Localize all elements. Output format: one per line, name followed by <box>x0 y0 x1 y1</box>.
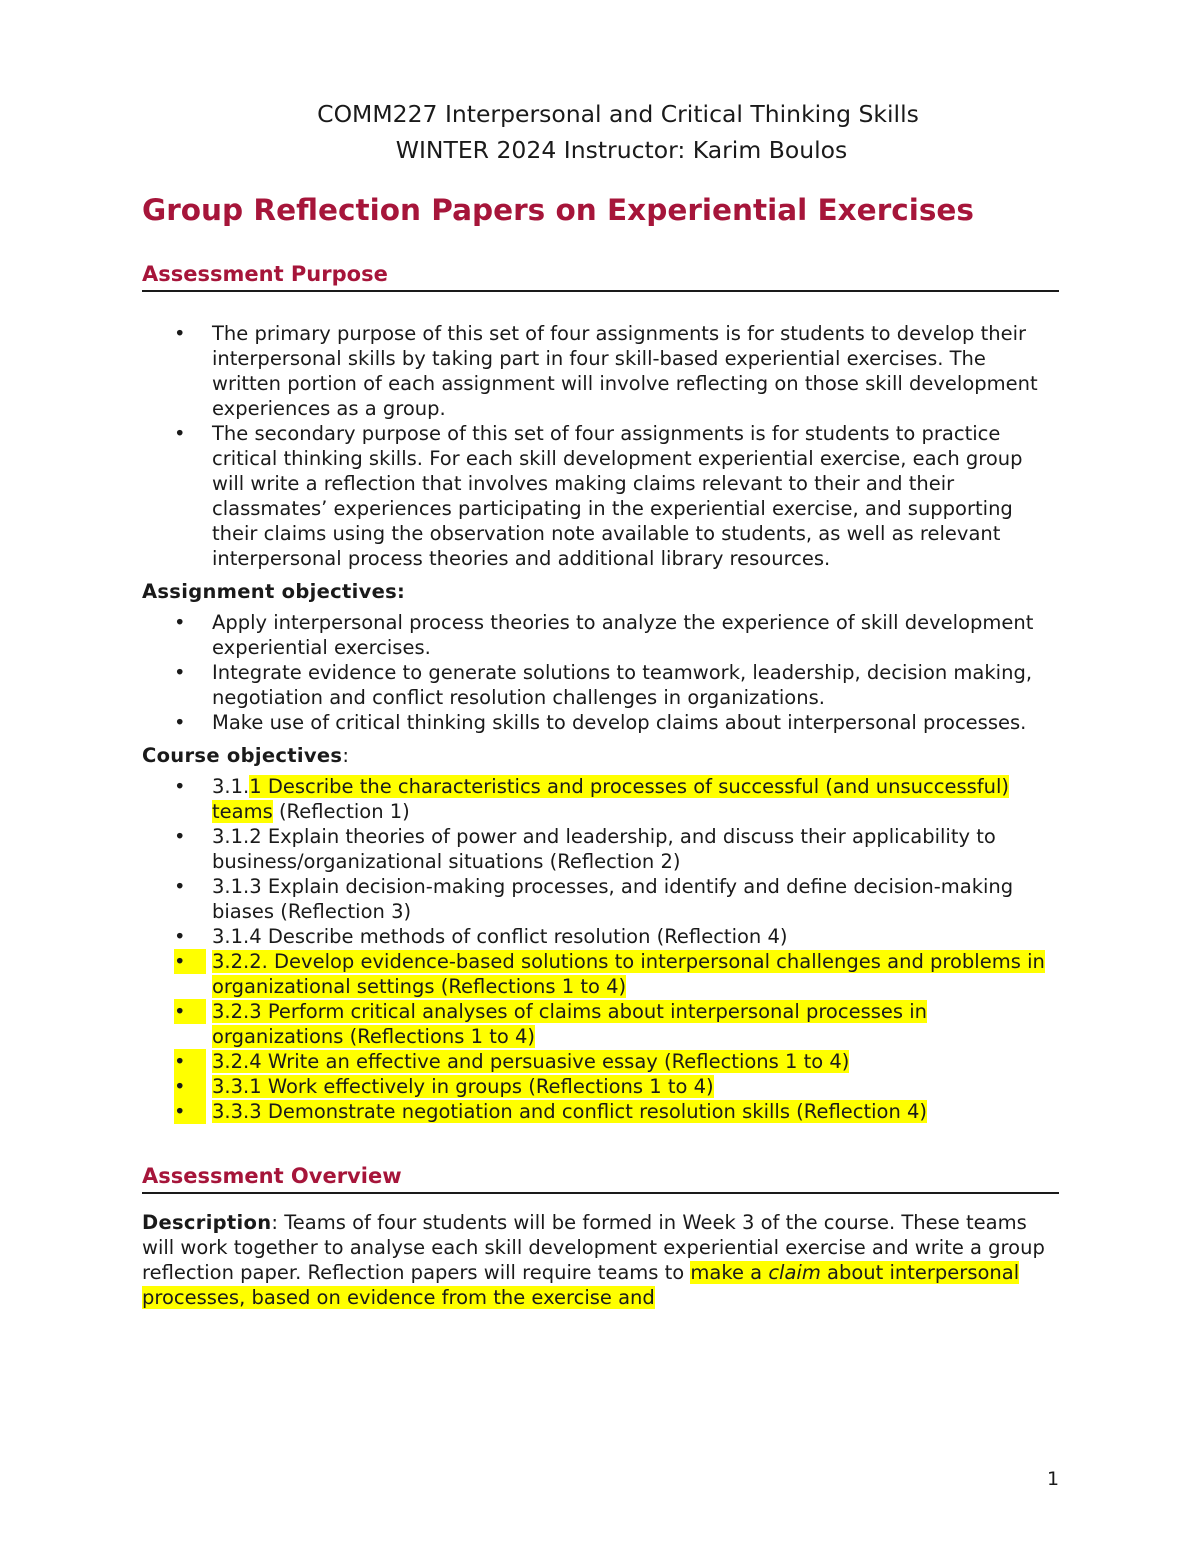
course-objective-text: 3.3.3 Demonstrate negotiation and conflict resolution skills (Reflection 4) <box>212 1100 928 1123</box>
course-objective-suffix: (Reflection 1) <box>272 800 410 823</box>
description-text: Teams of four students will be formed in Week 3 of the course. These teams will work together to analyse each skill development experiential exercise and write a group reflection paper. Reflection papers will require teams to <box>142 1211 1045 1284</box>
purpose-list <box>142 321 1059 571</box>
course-objective-text: 3.1.2 Explain theories of power and leadership, and discuss their applicability to business/organizational situations (Reflection 2) <box>212 825 996 873</box>
course-objective-text: 3.2.4 Write an effective and persuasive essay (Reflections 1 to 4) <box>212 1050 850 1073</box>
bullet-icon: • <box>174 775 186 798</box>
course-objective-2 <box>142 824 1059 874</box>
bullet-icon: • <box>174 661 186 684</box>
bullet-icon: • <box>174 422 186 445</box>
bullet-icon: • <box>174 322 186 345</box>
assignment-objective-2 <box>142 660 1059 710</box>
bullet-icon: • <box>174 825 186 848</box>
bullet-icon: • <box>174 711 186 734</box>
bullet-icon: • <box>174 875 186 898</box>
course-objectives-colon: : <box>342 744 350 767</box>
course-objective-prefix: 3.1. <box>212 775 250 798</box>
assignment-objectives-heading: Assignment objectives: <box>142 580 406 603</box>
course-objective-3 <box>142 874 1059 924</box>
assignment-objective-3 <box>142 710 1059 735</box>
bullet-icon: • <box>174 1074 206 1099</box>
course-objective-text: 3.2.3 Perform critical analyses of claims about interpersonal processes in organizations (Reflections 1 to 4) <box>212 1000 928 1048</box>
bullet-icon: • <box>174 1099 206 1124</box>
bullet-icon: • <box>174 1049 206 1074</box>
course-objective-9 <box>142 1099 1059 1124</box>
purpose-bullet-text: The secondary purpose of this set of four assignments is for students to practice critical thinking skills. For each skill development experiential exercise, each group will write a reflection that involves making claims relevant to their and their classmates’ experiences participating in the experiential exercise, and supporting their claims using the observation note available to students, as well as relevant interpersonal process theories and additional library resources. <box>212 422 1023 570</box>
course-objectives-label: Course objectives <box>142 744 343 767</box>
course-objective-text: 3.1.4 Describe methods of conflict resolution (Reflection 4) <box>212 925 788 948</box>
course-objective-text: 3.1.3 Explain decision-making processes, and identify and define decision-making biases (Reflection 3) <box>212 875 1014 923</box>
bullet-icon: • <box>174 949 206 974</box>
purpose-bullet-text: The primary purpose of this set of four assignments is for students to develop their interpersonal skills by taking part in four skill-based experiential exercises. The written portion of each assignment will involve reflecting on those skill development experiences as a group. <box>212 322 1038 420</box>
bullet-icon: • <box>174 999 206 1024</box>
course-title: COMM227 Interpersonal and Critical Thinking Skills <box>317 100 919 128</box>
course-objective-4 <box>142 924 1059 949</box>
description-label: Description <box>142 1211 272 1234</box>
description-highlight-b: about interpersonal processes, based on evidence from the exercise and <box>142 1261 1020 1309</box>
description-colon: : <box>271 1211 278 1234</box>
purpose-bullet-1 <box>142 321 1059 421</box>
purpose-bullet-2 <box>142 421 1059 571</box>
course-objective-1 <box>142 774 1059 824</box>
assignment-objective-1 <box>142 610 1059 660</box>
bullet-icon: • <box>174 925 186 948</box>
page-number: 1 <box>1047 1468 1060 1490</box>
overview-description <box>142 1210 1059 1310</box>
assessment-purpose-heading: Assessment Purpose <box>142 260 1059 292</box>
course-objective-text: 3.3.1 Work effectively in groups (Reflections 1 to 4) <box>212 1075 714 1098</box>
document-title: Group Reflection Papers on Experiential Exercises <box>142 193 974 227</box>
course-objective-5 <box>142 949 1059 999</box>
assignment-objective-text: Apply interpersonal process theories to analyze the experience of skill development experiential exercises. <box>212 611 1034 659</box>
term-instructor: WINTER 2024 Instructor: Karim Boulos <box>395 136 848 164</box>
course-objectives-list <box>142 774 1059 1124</box>
course-objective-6 <box>142 999 1059 1049</box>
course-objective-text: 3.2.2. Develop evidence-based solutions to interpersonal challenges and problems in organizational settings (Reflections 1 to 4) <box>212 950 1045 998</box>
course-objective-8 <box>142 1074 1059 1099</box>
assignment-objective-text: Make use of critical thinking skills to develop claims about interpersonal processes. <box>212 711 1027 734</box>
assignment-objectives-list <box>142 610 1059 735</box>
description-highlight-a: make a <box>690 1261 769 1284</box>
course-objectives-heading <box>142 743 1059 768</box>
course-objective-7 <box>142 1049 1059 1074</box>
bullet-icon: • <box>174 611 186 634</box>
course-objective-highlight: 1 Describe the characteristics and processes of successful (and unsuccessful) teams <box>212 775 1010 823</box>
description-highlight-claim: claim <box>768 1261 821 1284</box>
document-page <box>142 96 1059 1310</box>
assignment-objective-text: Integrate evidence to generate solutions to teamwork, leadership, decision making, negotiation and conflict resolution challenges in organizations. <box>212 661 1033 709</box>
assessment-overview-heading: Assessment Overview <box>142 1162 1059 1194</box>
